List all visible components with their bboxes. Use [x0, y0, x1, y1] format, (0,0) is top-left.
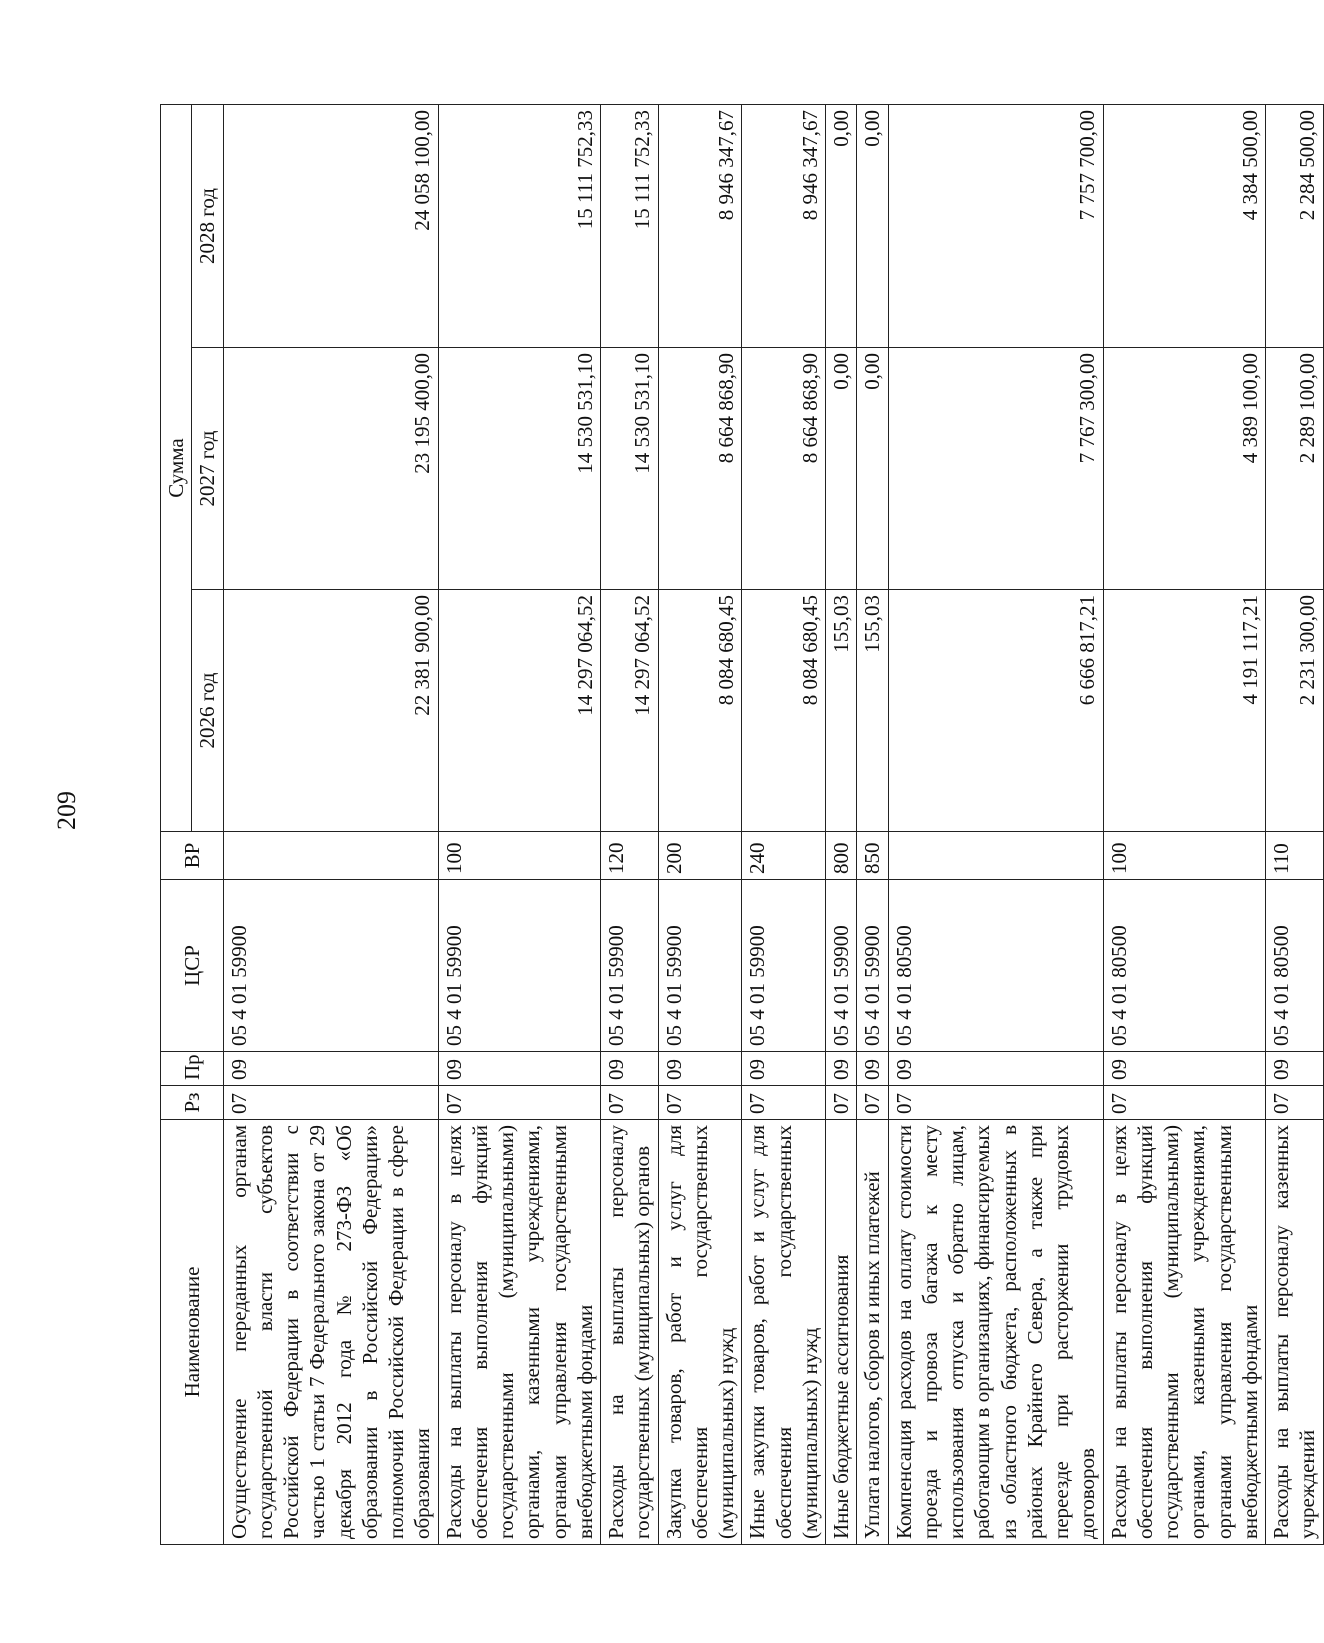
cell-2026: 8 084 680,45 — [658, 590, 742, 832]
cell-2028: 24 058 100,00 — [223, 104, 438, 347]
cell-rz: 07 — [857, 1086, 888, 1120]
cell-rz: 07 — [1266, 1086, 1324, 1120]
cell-2028: 4 384 500,00 — [1103, 104, 1266, 347]
cell-pr: 09 — [1266, 1052, 1324, 1086]
col-header-2028: 2028 год — [192, 104, 223, 347]
cell-name: Расходы на выплаты персоналу в целях обеспечения выполнения функций государственными (муниципальными) органами, казенными учреждениями, органами управления государственными внебюджетными фондами — [1103, 1120, 1266, 1545]
cell-rz: 07 — [658, 1086, 742, 1120]
cell-csr: 05 4 01 80500 — [1266, 880, 1324, 1052]
table-row — [658, 104, 742, 1544]
cell-csr: 05 4 01 59900 — [857, 880, 888, 1052]
table-row — [742, 104, 826, 1544]
cell-2027: 4 389 100,00 — [1103, 348, 1266, 590]
cell-rz: 07 — [438, 1086, 601, 1120]
cell-2028: 8 946 347,67 — [658, 104, 742, 347]
cell-2026: 155,03 — [826, 590, 857, 832]
cell-name: Закупка товаров, работ и услуг для обеспечения государственных (муниципальных) нужд — [658, 1120, 742, 1545]
table-row — [1266, 104, 1324, 1544]
cell-pr: 09 — [601, 1052, 659, 1086]
cell-name: Уплата налогов, сборов и иных платежей — [857, 1120, 888, 1545]
cell-2026: 155,03 — [857, 590, 888, 832]
table-body — [223, 104, 1323, 1544]
cell-vr: 800 — [826, 832, 857, 880]
cell-vr: 100 — [438, 832, 601, 880]
cell-2027: 14 530 531,10 — [601, 348, 659, 590]
cell-2027: 14 530 531,10 — [438, 348, 601, 590]
cell-pr: 09 — [888, 1052, 1103, 1086]
col-header-rz: Рз — [161, 1086, 224, 1120]
cell-vr: 240 — [742, 832, 826, 880]
cell-2027: 8 664 868,90 — [742, 348, 826, 590]
cell-2028: 15 111 752,33 — [601, 104, 659, 347]
cell-csr: 05 4 01 80500 — [1103, 880, 1266, 1052]
cell-name: Иные бюджетные ассигнования — [826, 1120, 857, 1545]
cell-2027: 23 195 400,00 — [223, 348, 438, 590]
cell-2027: 0,00 — [826, 348, 857, 590]
cell-pr: 09 — [658, 1052, 742, 1086]
cell-2026: 14 297 064,52 — [438, 590, 601, 832]
cell-2028: 0,00 — [826, 104, 857, 347]
cell-2026: 6 666 817,21 — [888, 590, 1103, 832]
cell-csr: 05 4 01 59900 — [601, 880, 659, 1052]
cell-pr: 09 — [857, 1052, 888, 1086]
cell-2026: 2 231 300,00 — [1266, 590, 1324, 832]
cell-csr: 05 4 01 59900 — [658, 880, 742, 1052]
cell-rz: 07 — [888, 1086, 1103, 1120]
col-header-csr: ЦСР — [161, 880, 224, 1052]
table-row — [1103, 104, 1266, 1544]
cell-pr: 09 — [223, 1052, 438, 1086]
col-header-2027: 2027 год — [192, 348, 223, 590]
table-row — [223, 104, 438, 1544]
cell-2027: 2 289 100,00 — [1266, 348, 1324, 590]
cell-pr: 09 — [438, 1052, 601, 1086]
cell-vr: 100 — [1103, 832, 1266, 880]
cell-rz: 07 — [601, 1086, 659, 1120]
table-row — [888, 104, 1103, 1544]
cell-rz: 07 — [826, 1086, 857, 1120]
cell-2028: 7 757 700,00 — [888, 104, 1103, 347]
cell-csr: 05 4 01 59900 — [742, 880, 826, 1052]
cell-csr: 05 4 01 59900 — [438, 880, 601, 1052]
cell-name: Расходы на выплаты персоналу в целях обеспечения выполнения функций государственными (муниципальными) органами, казенными учреждениями, органами управления государственными внебюджетными фондами — [438, 1120, 601, 1545]
cell-rz: 07 — [223, 1086, 438, 1120]
page-number: 209 — [52, 791, 81, 830]
cell-2028: 0,00 — [857, 104, 888, 347]
cell-vr — [888, 832, 1103, 880]
cell-rz: 07 — [742, 1086, 826, 1120]
cell-pr: 09 — [1103, 1052, 1266, 1086]
cell-2027: 7 767 300,00 — [888, 348, 1103, 590]
table-row — [601, 104, 659, 1544]
cell-2026: 8 084 680,45 — [742, 590, 826, 832]
col-header-name: Наименование — [161, 1120, 224, 1545]
cell-name: Расходы на выплаты персоналу государственных (муниципальных) органов — [601, 1120, 659, 1545]
cell-name: Осуществление переданных органам государственной власти субъектов Российской Федерации в соответствии с частью 1 статьи 7 Федерального закона от 29 декабря 2012 года № 273-ФЗ «Об образовании в Российской Федерации» полномочий Российской Федерации в сфере образования — [223, 1120, 438, 1545]
col-header-2026: 2026 год — [192, 590, 223, 832]
cell-pr: 09 — [826, 1052, 857, 1086]
col-header-vr: ВР — [161, 832, 224, 880]
cell-csr: 05 4 01 80500 — [888, 880, 1103, 1052]
table-row — [857, 104, 888, 1544]
cell-vr: 850 — [857, 832, 888, 880]
cell-rz: 07 — [1103, 1086, 1266, 1120]
table-row — [438, 104, 601, 1544]
budget-table — [160, 104, 1324, 1545]
cell-2026: 22 381 900,00 — [223, 590, 438, 832]
col-header-pr: Пр — [161, 1052, 224, 1086]
cell-vr: 110 — [1266, 832, 1324, 880]
cell-2026: 4 191 117,21 — [1103, 590, 1266, 832]
cell-name: Расходы на выплаты персоналу казенных учреждений — [1266, 1120, 1324, 1545]
cell-csr: 05 4 01 59900 — [826, 880, 857, 1052]
header-row-1 — [161, 104, 192, 1544]
cell-2028: 2 284 500,00 — [1266, 104, 1324, 347]
col-header-sum: Сумма — [161, 104, 192, 831]
cell-2027: 0,00 — [857, 348, 888, 590]
cell-2028: 15 111 752,33 — [438, 104, 601, 347]
cell-vr — [223, 832, 438, 880]
cell-pr: 09 — [742, 1052, 826, 1086]
cell-vr: 120 — [601, 832, 659, 880]
cell-2027: 8 664 868,90 — [658, 348, 742, 590]
cell-name: Компенсация расходов на оплату стоимости проезда и провоза багажа к месту использования отпуска и обратно лицам, работающим в организациях, финансируемых из областного бюджета, расположенных в районах Крайнего Севера, а также при переезде при расторжении трудовых договоров — [888, 1120, 1103, 1545]
cell-vr: 200 — [658, 832, 742, 880]
cell-name: Иные закупки товаров, работ и услуг для обеспечения государственных (муниципальных) нужд — [742, 1120, 826, 1545]
cell-csr: 05 4 01 59900 — [223, 880, 438, 1052]
cell-2028: 8 946 347,67 — [742, 104, 826, 347]
budget-table-sheet — [160, 105, 1320, 1545]
cell-2026: 14 297 064,52 — [601, 590, 659, 832]
table-row — [826, 104, 857, 1544]
